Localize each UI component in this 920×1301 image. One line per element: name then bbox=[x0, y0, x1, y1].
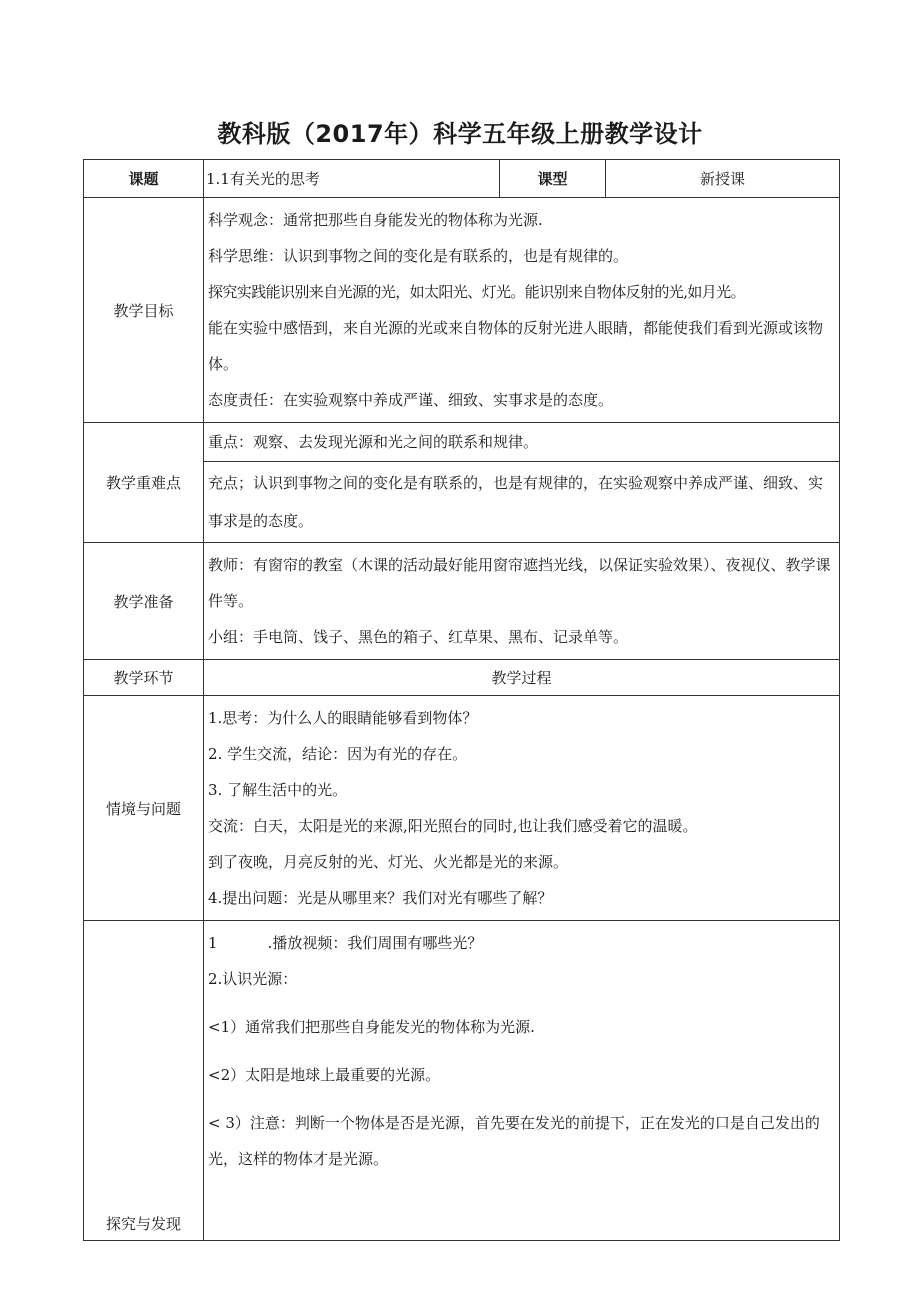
situation-line: 交流：白天，太阳是光的来源,阳光照台的同时,也让我们感受着它的温暖。 bbox=[208, 817, 698, 835]
objectives-label: 教学目标 bbox=[84, 198, 204, 423]
header-row bbox=[84, 160, 840, 198]
key-points-row bbox=[84, 423, 840, 543]
preparation-label: 教学准备 bbox=[84, 543, 204, 660]
process-header: 教学过程 bbox=[204, 660, 840, 696]
topic-label: 课题 bbox=[84, 160, 204, 198]
situation-label: 情境与问题 bbox=[84, 696, 204, 921]
preparation-content bbox=[204, 543, 840, 660]
process-header-row bbox=[84, 660, 840, 696]
difficult-point: 充点；认识到事物之间的变化是有联系的，也是有规律的，在实验观察中养成严谨、细致、实事求是的态度。 bbox=[208, 474, 824, 530]
situation-line: 3. 了解生活中的光。 bbox=[208, 781, 348, 799]
objective-line: 能在实验中感悟到，来自光源的光或来自物体的反射光进人眼睛，都能使我们看到光源或该物体。 bbox=[208, 319, 824, 373]
stage-header: 教学环节 bbox=[84, 660, 204, 696]
key-point: 重点：观察、去发现光源和光之间的联系和规律。 bbox=[204, 423, 839, 462]
situation-content bbox=[204, 696, 840, 921]
situation-line: 到了夜晚，月亮反射的光、灯光、火光都是光的来源。 bbox=[208, 853, 569, 871]
objectives-row bbox=[84, 198, 840, 423]
lesson-plan-table bbox=[83, 159, 840, 1241]
lesson-plan-table-wrapper bbox=[83, 159, 839, 1233]
preparation-row bbox=[84, 543, 840, 660]
objectives-content bbox=[204, 198, 840, 423]
objective-line: 态度责任：在实验观察中养成严谨、细致、实事求是的态度。 bbox=[208, 391, 614, 409]
explore-line: < 3）注意：判断一个物体是否是光源，首先要在发光的前提下，正在发光的口是自己发出的光，这样的物体才是光源。 bbox=[208, 1114, 820, 1168]
type-label: 课型 bbox=[500, 160, 606, 198]
objective-line: 探究实践能识别来自光源的光，如太阳光、灯光。能识别来自物体反射的光,如月光。 bbox=[208, 283, 745, 301]
explore-line: 2.认识光源： bbox=[208, 970, 298, 988]
situation-line: 2. 学生交流，结论：因为有光的存在。 bbox=[208, 745, 468, 763]
situation-line: 1.思考：为什么人的眼睛能够看到物体？ bbox=[208, 709, 478, 727]
key-points-label: 教学重难点 bbox=[84, 423, 204, 543]
group-preparation: 小组：手电筒、饯子、黑色的箱子、红草果、黑布、记录单等。 bbox=[208, 628, 629, 646]
situation-row bbox=[84, 696, 840, 921]
type-value: 新授课 bbox=[606, 160, 840, 198]
objective-line: 科学观念：通常把那些自身能发光的物体称为光源. bbox=[208, 211, 543, 229]
explore-line bbox=[208, 925, 837, 961]
explore-row bbox=[84, 921, 840, 1241]
objective-line: 科学思维：认识到事物之间的变化是有联系的，也是有规律的。 bbox=[208, 247, 629, 265]
explore-line: <2）太阳是地球上最重要的光源。 bbox=[208, 1066, 441, 1084]
explore-line-number: 1 bbox=[208, 934, 218, 952]
explore-line-text: .播放视频：我们周围有哪些光？ bbox=[267, 934, 483, 952]
document-title: 教科版（2017年）科学五年级上册教学设计 bbox=[217, 120, 703, 148]
topic-value: 1.1有关光的思考 bbox=[204, 160, 500, 198]
teacher-preparation: 教师：有窗帘的教室（木课的活动最好能用窗帘遮挡光线，以保证实验效果）、夜视仪、教学课件等。 bbox=[208, 556, 831, 610]
explore-label: 探究与发现 bbox=[84, 921, 204, 1241]
explore-content bbox=[204, 921, 840, 1241]
key-points-content bbox=[204, 423, 840, 543]
situation-line: 4.提出问题：光是从哪里来？我们对光有哪些了解？ bbox=[208, 889, 553, 907]
explore-line: <1）通常我们把那些自身能发光的物体称为光源. bbox=[208, 1018, 535, 1036]
